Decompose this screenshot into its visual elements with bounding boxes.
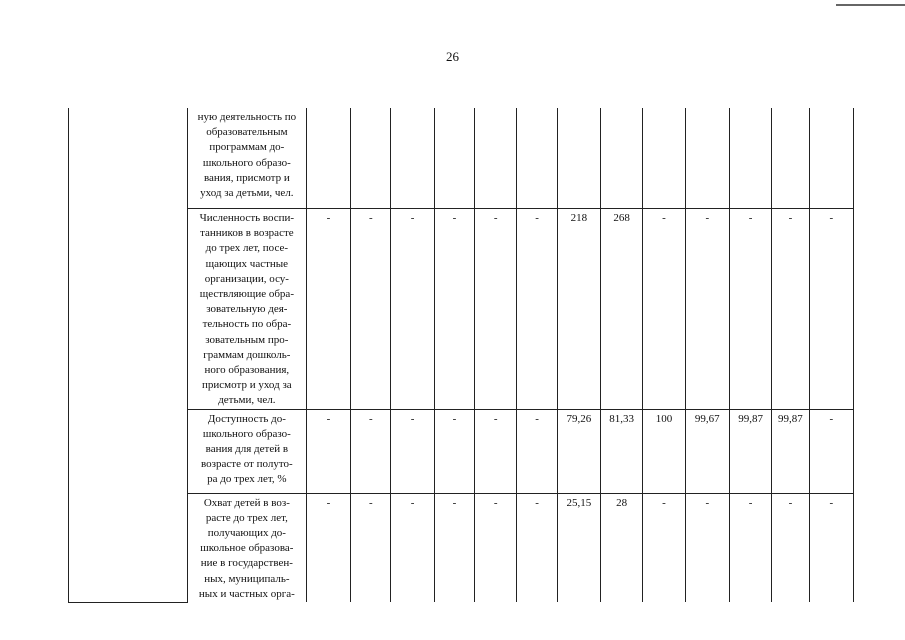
value-cell xyxy=(643,409,685,493)
label-line: организации, осу- xyxy=(204,272,289,285)
value-cell xyxy=(643,108,685,209)
value-cell xyxy=(475,108,517,209)
label-line: тельность по обра- xyxy=(202,318,292,331)
label-line: вания для детей в xyxy=(205,443,289,456)
value-cell xyxy=(557,409,600,493)
value-cell xyxy=(475,209,517,410)
cell-value: - xyxy=(662,496,666,509)
label-line: Доступность до- xyxy=(207,412,286,425)
cell-value: - xyxy=(748,212,753,224)
cell-value: - xyxy=(829,412,834,425)
label-line: ных и частных орга- xyxy=(198,587,295,600)
page-number: 26 xyxy=(446,49,459,64)
label-line: уход за детьми, чел. xyxy=(200,187,294,200)
cell-value: 99,87 xyxy=(778,412,803,425)
label-line: ного образования, xyxy=(204,364,290,377)
value-cell xyxy=(685,409,729,493)
value-cell xyxy=(643,493,685,602)
value-cell xyxy=(391,409,434,493)
value-cell xyxy=(351,209,391,410)
value-cell xyxy=(434,108,474,209)
value-cell xyxy=(729,209,771,410)
label-line: щающих частные xyxy=(205,257,289,270)
value-cell xyxy=(601,209,643,410)
indicator-label xyxy=(187,409,306,493)
cell-value: - xyxy=(829,212,834,224)
value-cell xyxy=(351,108,391,209)
cell-value: - xyxy=(535,212,539,224)
label-line: зовательным про- xyxy=(205,333,289,346)
cell-value: 99,87 xyxy=(738,412,763,425)
value-cell xyxy=(685,493,729,602)
cell-value: - xyxy=(535,496,539,509)
cell-value: - xyxy=(829,496,834,509)
value-cell xyxy=(601,108,643,209)
label-line: школьного образо- xyxy=(202,156,291,169)
value-cell xyxy=(643,209,685,410)
label-line: граммам дошколь- xyxy=(203,348,291,361)
label-line: ную деятельность по xyxy=(197,111,297,123)
value-cell xyxy=(772,108,809,209)
cell-value: 81,33 xyxy=(609,412,635,425)
label-line: ра до трех лет, % xyxy=(207,473,287,486)
label-line: вания, присмотр и xyxy=(203,171,290,184)
cell-value: - xyxy=(748,496,753,509)
value-cell xyxy=(517,108,557,209)
label-line: расте до трех лет, xyxy=(205,511,288,524)
value-cell xyxy=(475,409,517,493)
value-cell xyxy=(729,493,771,602)
label-line: присмотр и уход за xyxy=(202,379,292,392)
cell-value: - xyxy=(705,496,710,509)
value-cell xyxy=(306,108,350,209)
value-cell xyxy=(517,209,557,410)
value-cell xyxy=(685,108,729,209)
label-line: ных, муниципаль- xyxy=(204,572,290,585)
cell-value: 79,26 xyxy=(566,412,592,425)
value-cell xyxy=(306,493,350,602)
cell-value: - xyxy=(410,212,415,224)
cell-value: - xyxy=(788,496,793,509)
value-cell xyxy=(351,409,391,493)
label-line: зовательную дея- xyxy=(206,303,288,316)
label-line: школьное образова- xyxy=(200,542,294,555)
value-cell xyxy=(351,493,391,602)
label-line: танников в возрасте xyxy=(200,227,294,240)
cell-value: - xyxy=(326,212,331,224)
value-cell xyxy=(391,108,434,209)
cell-value: - xyxy=(535,412,539,425)
data-table xyxy=(68,108,854,603)
label-line: ние в государствен- xyxy=(200,557,293,570)
value-cell xyxy=(557,209,600,410)
indicator-label xyxy=(187,209,306,410)
indicator-label xyxy=(187,493,306,602)
value-cell xyxy=(434,209,474,410)
top-edge-rule xyxy=(836,4,905,6)
section-cell xyxy=(69,108,188,602)
cell-value: - xyxy=(326,496,331,509)
value-cell xyxy=(601,409,643,493)
value-cell xyxy=(306,409,350,493)
label-line: до трех лет, посе- xyxy=(205,242,289,255)
label-line: Численность воспи- xyxy=(199,212,295,224)
value-cell xyxy=(475,493,517,602)
cell-value: - xyxy=(410,496,415,509)
label-line: школьного образо- xyxy=(202,427,291,440)
indicator-label xyxy=(187,108,306,209)
value-cell xyxy=(434,493,474,602)
value-cell xyxy=(729,409,771,493)
value-cell xyxy=(434,409,474,493)
value-cell xyxy=(685,209,729,410)
cell-value: - xyxy=(452,412,457,425)
cell-value: - xyxy=(326,412,331,425)
value-cell xyxy=(517,493,557,602)
value-cell xyxy=(391,493,434,602)
value-cell xyxy=(601,493,643,602)
label-line: возрасте от полуто- xyxy=(201,458,293,471)
value-cell xyxy=(809,409,853,493)
cell-value: 99,67 xyxy=(694,412,720,425)
value-cell xyxy=(772,409,809,493)
cell-value: - xyxy=(368,496,373,509)
label-line: получающих до- xyxy=(207,527,286,540)
cell-value: - xyxy=(493,496,498,509)
value-cell xyxy=(306,209,350,410)
label-line: Охват детей в воз- xyxy=(203,496,290,509)
cell-value: 218 xyxy=(570,212,588,224)
cell-value: 25,15 xyxy=(566,496,592,509)
value-cell xyxy=(557,493,600,602)
cell-value: - xyxy=(705,212,710,224)
value-cell xyxy=(729,108,771,209)
value-cell xyxy=(809,108,853,209)
cell-value: - xyxy=(452,496,457,509)
value-cell xyxy=(557,108,600,209)
cell-value: - xyxy=(788,212,793,224)
label-line: детьми, чел. xyxy=(218,394,276,407)
value-cell xyxy=(772,493,809,602)
value-cell xyxy=(517,409,557,493)
value-cell xyxy=(809,493,853,602)
cell-value: - xyxy=(368,212,373,224)
cell-value: - xyxy=(493,412,498,425)
cell-value: - xyxy=(662,212,666,224)
cell-value: - xyxy=(368,412,373,425)
value-cell xyxy=(391,209,434,410)
cell-value: - xyxy=(452,212,457,224)
value-cell xyxy=(772,209,809,410)
value-cell xyxy=(809,209,853,410)
cell-value: 100 xyxy=(655,412,673,425)
table-row xyxy=(69,108,854,209)
cell-value: - xyxy=(410,412,415,425)
label-line: ществляющие обра- xyxy=(199,288,294,301)
label-line: образовательным xyxy=(206,126,288,139)
label-line: программам до- xyxy=(209,141,285,154)
cell-value: - xyxy=(493,212,498,224)
cell-value: 268 xyxy=(613,212,630,224)
cell-value: 28 xyxy=(616,496,628,509)
